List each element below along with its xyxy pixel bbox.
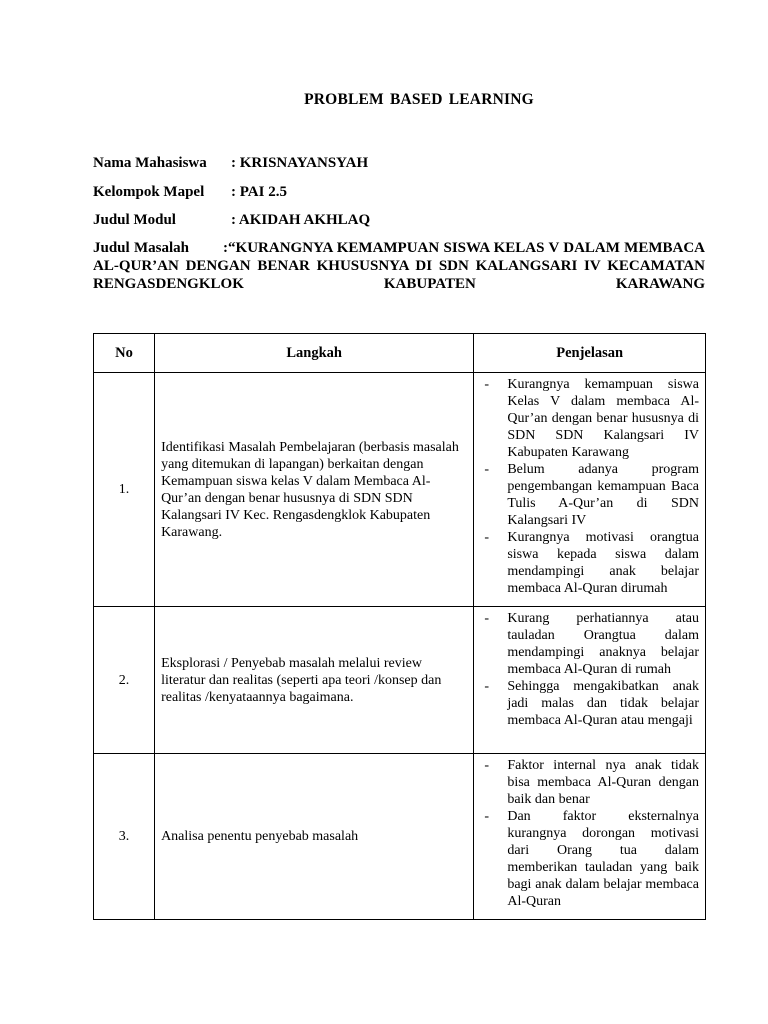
masalah-label: Judul Masalah [93, 240, 189, 256]
penjelasan-list [480, 376, 699, 597]
penjelasan-list [480, 757, 699, 910]
masalah-value: :“KURANGNYA KEMAMPUAN SISWA KELAS V DALAM MEMBACA AL-QUR’AN DENGAN BENAR KHUSUSNYA DI SDN KALANGSARI IV KECAMATAN RENGASDENGKLOK KABUPATEN KARAWANG [93, 240, 705, 292]
nama-value: : KRISNAYANSYAH [231, 155, 369, 171]
nama-label: Nama Mahasiswa [93, 155, 207, 171]
list-item: - Faktor internal nya anak tidak bisa membaca Al-Quran dengan baik dan benar [480, 757, 699, 808]
table-row [94, 607, 706, 754]
row-langkah: Eksplorasi / Penyebab masalah melalui review literatur dan realitas (seperti apa teori /konsep dan realitas /kenyataannya bagaimana. [155, 607, 474, 754]
judul-masalah [93, 239, 705, 293]
header-langkah: Langkah [155, 334, 474, 373]
table-row [94, 373, 706, 607]
kelompok-value: : PAI 2.5 [231, 184, 287, 200]
table-row [94, 754, 706, 920]
row-penjelasan [474, 373, 706, 607]
row-penjelasan [474, 754, 706, 920]
header-no: No [94, 334, 155, 373]
table-header-row [94, 334, 706, 373]
row-number: 3. [94, 754, 155, 920]
header-penjelasan: Penjelasan [474, 334, 706, 373]
list-item: - Kurang perhatiannya atau tauladan Orangtua dalam mendampingi anaknya belajar membaca Al-Quran di rumah [480, 610, 699, 678]
pbl-table [93, 333, 706, 920]
row-langkah: Analisa penentu penyebab masalah [155, 754, 474, 920]
list-item: - Sehingga mengakibatkan anak jadi malas dan tidak belajar membaca Al-Quran atau mengaji [480, 678, 699, 729]
list-item: - Belum adanya program pengembangan kemampuan Baca Tulis A-Qur’an di SDN Kalangsari IV [480, 461, 699, 529]
row-number: 2. [94, 607, 155, 754]
row-number: 1. [94, 373, 155, 607]
penjelasan-list [480, 610, 699, 729]
document-title: PROBLEM BASED LEARNING [304, 91, 534, 108]
modul-label: Judul Modul [93, 212, 176, 228]
modul-value: : AKIDAH AKHLAQ [231, 212, 371, 228]
row-langkah: Identifikasi Masalah Pembelajaran (berbasis masalah yang ditemukan di lapangan) berkaitan dengan Kemampuan siswa kelas V dalam Membaca Al-Qur’an dengan benar hususnya di SDN SDN Kalangsari IV Kec. Rengasdengklok Kabupaten Karawang. [155, 373, 474, 607]
list-item: - Kurangnya kemampuan siswa Kelas V dalam membaca Al-Qur’an dengan benar hususnya di SDN SDN Kalangsari IV Kabupaten Karawang [480, 376, 699, 461]
list-item: - Dan faktor eksternalnya kurangnya dorongan motivasi dari Orang tua dalam memberikan tauladan yang baik bagi anak dalam belajar membaca Al-Quran [480, 808, 699, 910]
list-item: - Kurangnya motivasi orangtua siswa kepada siswa dalam mendampingi anak belajar membaca Al-Quran dirumah [480, 529, 699, 597]
row-penjelasan [474, 607, 706, 754]
kelompok-label: Kelompok Mapel [93, 184, 205, 200]
